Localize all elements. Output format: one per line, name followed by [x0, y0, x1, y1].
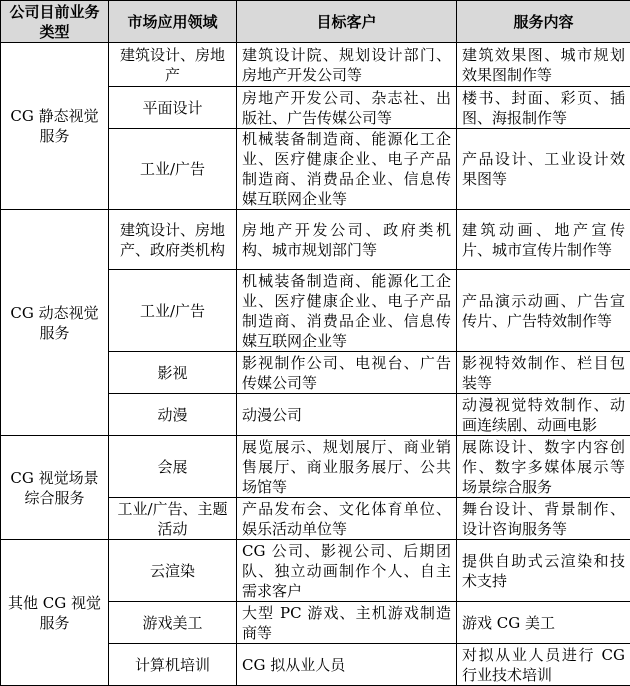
- target-clients: 影视制作公司、电视台、广告传媒公司等: [237, 352, 457, 394]
- target-clients: 机械装备制造商、能源化工企业、医疗健康企业、电子产品制造商、消费品企业、信息传媒互联网企业等: [237, 129, 457, 210]
- header-service-content: 服务内容: [457, 1, 630, 43]
- table-row: [1, 540, 630, 602]
- business-type-static: CG 静态视觉服务: [1, 43, 109, 210]
- target-clients: 机械装备制造商、能源化工企业、医疗健康企业、电子产品制造商、消费品企业、信息传媒互联网企业等: [237, 270, 457, 352]
- target-clients: 建筑设计院、规划设计部门、房地产开发公司等: [237, 43, 457, 87]
- table-row: [1, 43, 630, 87]
- market-field: 建筑设计、房地产、政府类机构: [109, 210, 237, 270]
- market-field: 工业/广告: [109, 270, 237, 352]
- service-content: 楼书、封面、彩页、插图、海报制作等: [457, 87, 630, 129]
- target-clients: 产品发布会、文化体育单位、娱乐活动单位等: [237, 498, 457, 540]
- market-field: 工业/广告、主题活动: [109, 498, 237, 540]
- service-content: 动漫视觉特效制作、动画连续剧、动画电影: [457, 394, 630, 436]
- target-clients: 展览展示、规划展厅、商业销售展厅、商业服务展厅、公共场馆等: [237, 436, 457, 498]
- market-field: 云渲染: [109, 540, 237, 602]
- target-clients: 房地产开发公司、杂志社、出版社、广告传媒公司等: [237, 87, 457, 129]
- market-field: 会展: [109, 436, 237, 498]
- header-target-clients: 目标客户: [237, 1, 457, 43]
- target-clients: 大型 PC 游戏、主机游戏制造商等: [237, 602, 457, 644]
- market-field: 动漫: [109, 394, 237, 436]
- market-field: 计算机培训: [109, 644, 237, 686]
- market-field: 影视: [109, 352, 237, 394]
- header-business-type: 公司目前业务类型: [1, 1, 109, 43]
- service-content: 对拟从业人员进行 CG 行业技术培训: [457, 644, 630, 686]
- market-field: 平面设计: [109, 87, 237, 129]
- service-content: 展陈设计、数字内容创作、数字多媒体展示等场景综合服务: [457, 436, 630, 498]
- market-field: 游戏美工: [109, 602, 237, 644]
- service-content: 游戏 CG 美工: [457, 602, 630, 644]
- service-content: 舞台设计、背景制作、设计咨询服务等: [457, 498, 630, 540]
- market-field: 工业/广告: [109, 129, 237, 210]
- service-content: 建筑效果图、城市规划效果图制作等: [457, 43, 630, 87]
- header-market-field: 市场应用领域: [109, 1, 237, 43]
- business-type-dynamic: CG 动态视觉服务: [1, 210, 109, 436]
- service-content: 影视特效制作、栏目包装等: [457, 352, 630, 394]
- header-row: [1, 1, 630, 43]
- business-type-other: 其他 CG 视觉服务: [1, 540, 109, 686]
- table-row: [1, 210, 630, 270]
- target-clients: CG 拟从业人员: [237, 644, 457, 686]
- table-row: [1, 436, 630, 498]
- service-content: 产品演示动画、广告宣传片、广告特效制作等: [457, 270, 630, 352]
- service-content: 建筑动画、地产宣传片、城市宣传片制作等: [457, 210, 630, 270]
- market-field: 建筑设计、房地产: [109, 43, 237, 87]
- target-clients: 动漫公司: [237, 394, 457, 436]
- target-clients: 房地产开发公司、政府类机构、城市规划部门等: [237, 210, 457, 270]
- target-clients: CG 公司、影视公司、后期团队、独立动画制作个人、自主需求客户: [237, 540, 457, 602]
- service-content: 提供自助式云渲染和技术支持: [457, 540, 630, 602]
- service-content: 产品设计、工业设计效果图等: [457, 129, 630, 210]
- business-type-scene: CG 视觉场景综合服务: [1, 436, 109, 540]
